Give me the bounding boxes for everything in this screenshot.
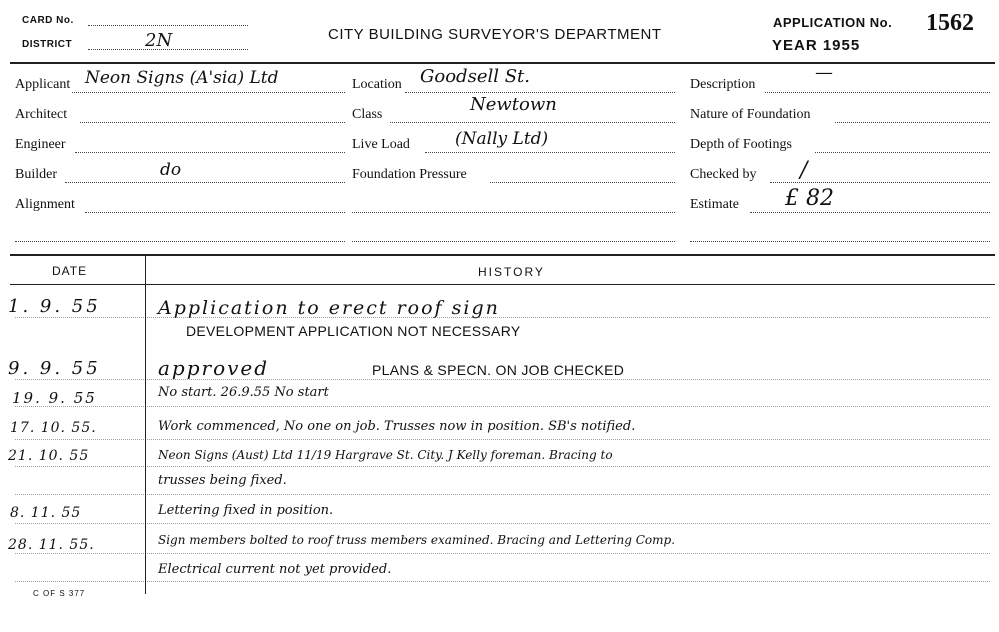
engineer-label: Engineer: [15, 137, 66, 152]
applicant-label: Applicant: [15, 77, 71, 92]
class-line: [390, 121, 675, 123]
blank-line-2: [352, 240, 675, 242]
history-date: 28. 11. 55.: [8, 537, 95, 553]
district-value: 2N: [145, 30, 173, 51]
history-entry: Work commenced, No one on job. Trusses now in position. SB's notified.: [158, 419, 636, 434]
builder-label: Builder: [15, 167, 57, 182]
form-code: C OF S 377: [33, 589, 86, 598]
application-no: 1562: [926, 10, 974, 36]
estimate-value: £ 82: [785, 186, 834, 211]
live-load-label: Live Load: [352, 137, 410, 152]
estimate-line: [750, 211, 990, 213]
location-line: [405, 91, 675, 93]
col2-blank-line: [352, 211, 675, 213]
row-line: [15, 552, 990, 554]
row-line: [15, 493, 990, 495]
architect-label: Architect: [15, 107, 68, 122]
history-entry: approved: [158, 356, 270, 380]
description-label: Description: [690, 77, 756, 92]
history-entry: No start. 26.9.55 No start: [158, 385, 329, 400]
builder-value: do: [160, 160, 182, 180]
description-line: [765, 91, 990, 93]
history-entry: Neon Signs (Aust) Ltd 11/19 Hargrave St. City. J Kelly foreman. Bracing to: [158, 448, 613, 462]
history-date: 19. 9. 55: [12, 389, 97, 407]
nature-foundation-line: [835, 121, 990, 123]
row-line: [15, 522, 990, 524]
history-header: HISTORY: [478, 265, 545, 279]
engineer-line: [75, 151, 345, 153]
alignment-line: [85, 211, 345, 213]
location-value: Goodsell St.: [420, 66, 530, 87]
application-no-label: APPLICATION No.: [773, 15, 893, 30]
history-entry: Application to erect roof sign: [158, 297, 500, 319]
history-stamp: DEVELOPMENT APPLICATION NOT NECESSARY: [186, 323, 521, 339]
district-label: DISTRICT: [22, 39, 73, 50]
history-date: 21. 10. 55: [8, 448, 90, 464]
blank-line-3: [690, 240, 990, 242]
class-label: Class: [352, 107, 383, 122]
applicant-value: Neon Signs (A'sia) Ltd: [85, 68, 279, 88]
date-column-divider: [145, 254, 146, 594]
history-date: 8. 11. 55: [10, 505, 82, 521]
history-date: 1. 9. 55: [8, 296, 101, 317]
checked-by-label: Checked by: [690, 167, 757, 182]
card-no-line: [88, 24, 248, 26]
history-entry: trusses being fixed.: [158, 473, 287, 488]
history-date: 17. 10. 55.: [10, 420, 97, 436]
row-line: [15, 580, 990, 582]
history-stamp: PLANS & SPECN. ON JOB CHECKED: [372, 362, 625, 378]
description-value: —: [815, 62, 833, 83]
table-top-rule: [10, 254, 995, 256]
blank-line-1: [15, 240, 345, 242]
live-load-line: [425, 151, 675, 153]
builder-line: [65, 181, 345, 183]
history-entry: Sign members bolted to roof truss members examined. Bracing and Lettering Comp.: [158, 533, 676, 547]
foundation-pressure-label: Foundation Pressure: [352, 167, 467, 182]
row-line: [15, 405, 990, 407]
history-entry: Lettering fixed in position.: [158, 503, 334, 518]
year-label: YEAR 1955: [772, 37, 861, 54]
history-entry: Electrical current not yet provided.: [158, 562, 392, 577]
row-line: [15, 316, 990, 318]
class-value: Newtown: [470, 94, 557, 115]
foundation-pressure-line: [490, 181, 675, 183]
location-label: Location: [352, 77, 402, 92]
estimate-label: Estimate: [690, 197, 739, 212]
alignment-label: Alignment: [15, 197, 75, 212]
row-line: [15, 378, 990, 380]
applicant-line: [60, 91, 345, 93]
nature-of-foundation-label: Nature of Foundation: [690, 107, 811, 122]
checked-by-value: /: [800, 158, 808, 183]
date-header: DATE: [52, 264, 88, 278]
row-line: [15, 438, 990, 440]
architect-line: [80, 121, 345, 123]
depth-of-footings-label: Depth of Footings: [690, 137, 792, 152]
department-title: CITY BUILDING SURVEYOR'S DEPARTMENT: [328, 26, 662, 43]
table-header-rule: [10, 284, 995, 285]
row-line: [15, 465, 990, 467]
top-rule: [10, 62, 995, 64]
card-no-label: CARD No.: [22, 15, 74, 26]
live-load-value: (Nally Ltd): [455, 129, 549, 149]
history-date: 9. 9. 55: [8, 358, 101, 379]
depth-footings-line: [815, 151, 990, 153]
